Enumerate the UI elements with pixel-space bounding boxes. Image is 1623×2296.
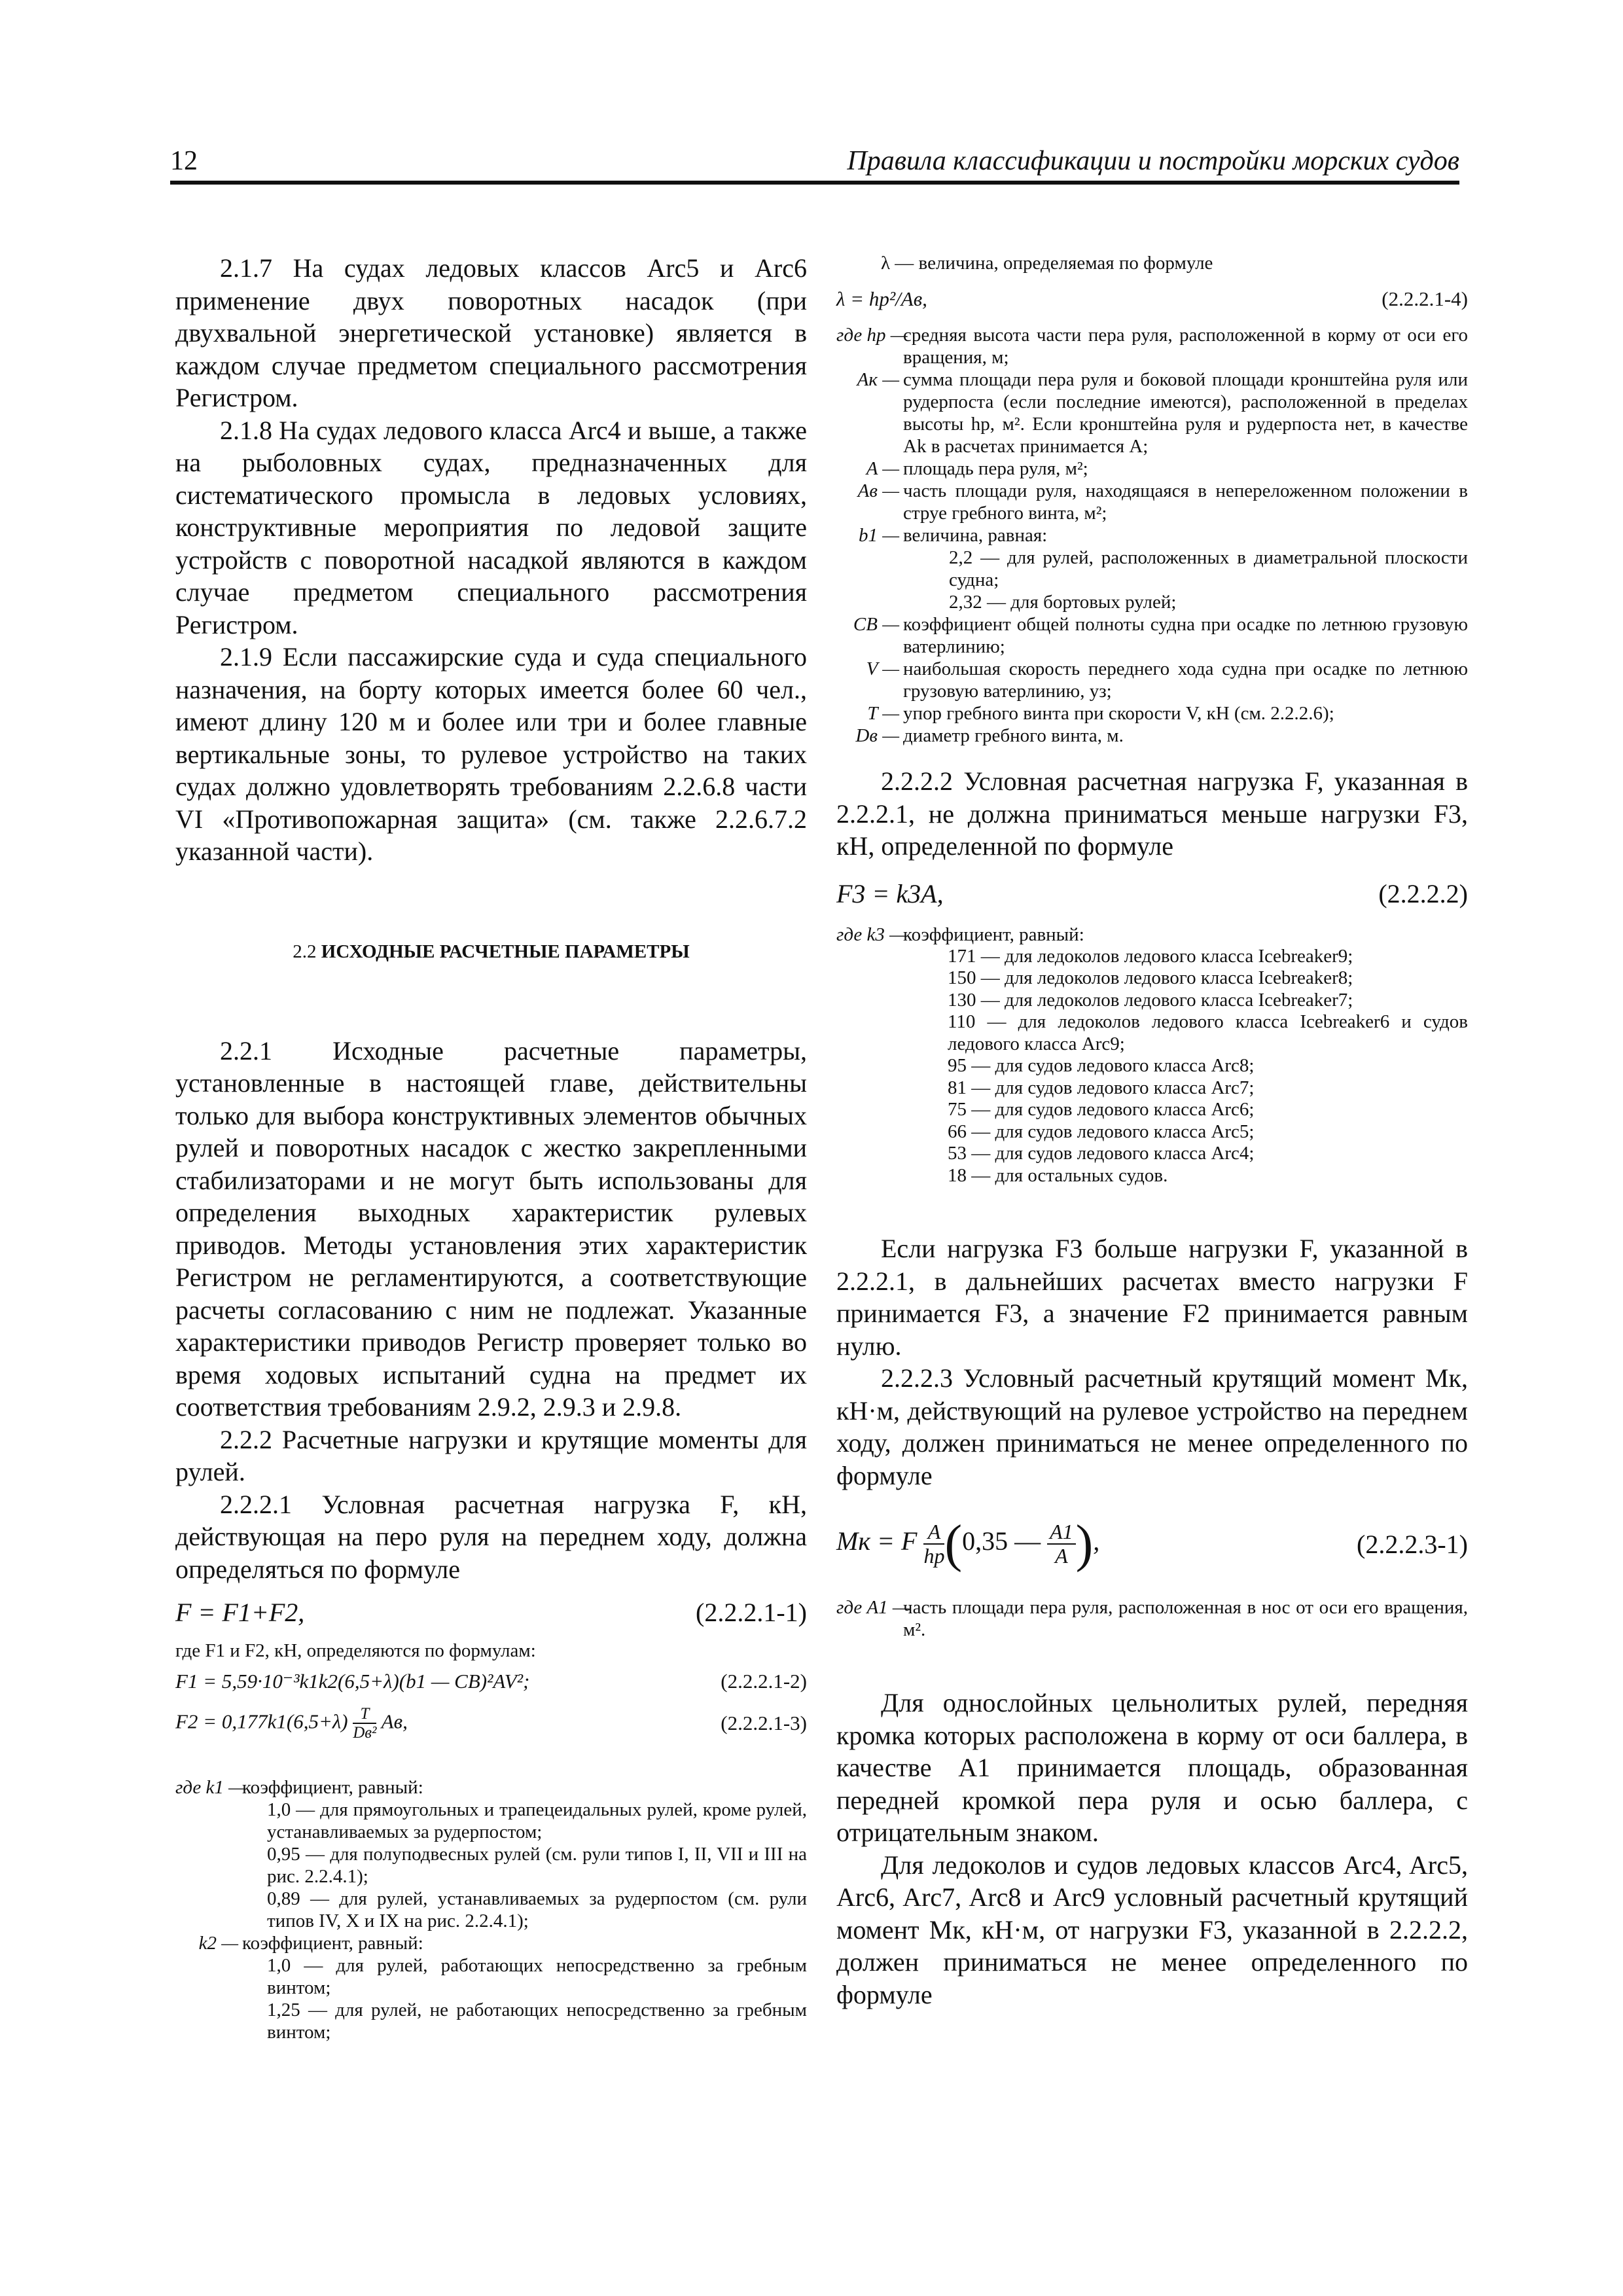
- page-number: 12: [170, 146, 198, 176]
- para-single-layer: Для однослойных цельнолитых рулей, передняя кромка которых расположена в корму от оси баллера, в качестве A1 принимается площадь, образованная передней кромкой пера руля и осью баллера, с отрицательным знаком.: [836, 1688, 1468, 1847]
- definition-b1: [836, 524, 1468, 547]
- eq6-left: Mк = F: [836, 1526, 918, 1556]
- equation-body: F3 = k3A,: [836, 878, 944, 908]
- symbol: b1 —: [858, 525, 899, 546]
- definition-ak: [836, 368, 1468, 457]
- k1-definition: [175, 1776, 807, 1799]
- equation-body: F1 = 5,59·10⁻³k1k2(6,5+λ)(b1 — CB)²AV²;: [175, 1670, 530, 1693]
- definition-text: средняя высота части пера руля, расположенной в корму от оси его вращения, м;: [903, 325, 1468, 368]
- list-item: 1,0 — для прямоугольных и трапецеидальных рулей, кроме рулей, устанавливаемых за рудерпостом;: [267, 1799, 807, 1842]
- list-item: 0,95 — для полуподвесных рулей (см. рули типов I, II, VII и III на рис. 2.2.4.1);: [267, 1843, 807, 1887]
- para-2-2-2: 2.2.2 Расчетные нагрузки и крутящие моменты для рулей.: [175, 1424, 807, 1486]
- equation-number: (2.2.2.1-4): [1382, 287, 1468, 310]
- k1-symbol: где k1 —: [175, 1776, 245, 1798]
- symbol: Aв —: [857, 480, 899, 501]
- para-icebreakers: Для ледоколов и судов ледовых классов Arc4, Arc5, Arc6, Arc7, Arc8 и Arc9 условный расчетный крутящий момент Mк, кН·м, от нагрузки F3, указанной в 2.2.2.2, должен приниматься не менее определенного по формуле: [836, 1850, 1468, 2009]
- definition-t: [836, 702, 1468, 725]
- symbol: V —: [866, 658, 899, 679]
- symbol: T —: [867, 703, 899, 724]
- definition-cb: [836, 613, 1468, 658]
- list-item: 66 — для судов ледового класса Arc5;: [948, 1121, 1255, 1142]
- para-2-2-1: 2.2.1 Исходные расчетные параметры, установленные в настоящей главе, действительны только для выбора конструктивных элементов обычных рулей и поворотных насадок с жестко закрепленными стабилизаторами и не могут быть использованы для определения выходных характеристик рулевых приводов. Методы установления этих характеристик Регистром не регламентируются, а соответствующие расчеты согласованию с ним не подлежат. Указанные характеристики приводов Регистр проверяет только во время ходовых испытаний судна на предмет их соответствия требованиям 2.9.2, 2.9.3 и 2.9.8.: [175, 1035, 807, 1422]
- eq6-mid: 0,35 —: [962, 1526, 1041, 1556]
- definition-text: сумма площади пера руля и боковой площади кронштейна руля или рудерпоста (если последние имеются), расположенной в пределах высоты hр, м². Если кронштейна руля и рудерпоста нет, в качестве Ak в расчетах принимается A;: [903, 369, 1468, 457]
- list-item: 171 — для ледоколов ледового класса Icebreaker9;: [948, 945, 1353, 967]
- definition-text: площадь пера руля, м²;: [903, 458, 1088, 479]
- fraction-t-over-d: [353, 1705, 376, 1742]
- k2-text: коэффициент, равный:: [242, 1932, 423, 1954]
- definition-text: диаметр гребного винта, м.: [903, 725, 1124, 746]
- symbol: Aк —: [857, 369, 899, 390]
- list-item: 1,0 — для рулей, работающих непосредственно за гребным винтом;: [267, 1954, 807, 1998]
- k3-definition: [836, 924, 1468, 946]
- fraction-denominator: Dв²: [353, 1724, 377, 1742]
- k2-list: [175, 1954, 807, 2043]
- para-2-1-7: 2.1.7 На судах ледовых классов Arc5 и Arc6 применение двух поворотных насадок (при двухвальной энергетической установке) является в каждом случае предметом специального рассмотрения Регистром.: [175, 253, 807, 412]
- section-number: 2.2: [293, 941, 317, 962]
- symbol: где hр —: [836, 325, 908, 346]
- equation-body: λ = hр²/Aв,: [836, 287, 927, 310]
- equation-number: (2.2.2.3-1): [1357, 1529, 1468, 1559]
- running-title: Правила классификации и постройки морских судов: [847, 146, 1459, 176]
- definition-text: упор гребного винта при скорости V, кН (см. 2.2.2.6);: [903, 703, 1334, 724]
- fraction-denominator: A: [1055, 1544, 1068, 1568]
- equation-2-2-2-1-3: [175, 1705, 807, 1742]
- equation-2-2-2-1-1: [175, 1597, 807, 1628]
- equation-2-2-2-3-1: [836, 1515, 1468, 1573]
- definition-text: величина, равная:: [903, 525, 1048, 546]
- para-2-1-9: 2.1.9 Если пассажирские суда и суда специального назначения, на борту которых имеется более 60 чел., имеют длину 120 м и более или три и более главные вертикальные зоны, то рулевое устройство на таких судах должно удовлетворять требованиям 2.2.6.8 части VI «Противопожарная защита» (см. также 2.2.6.7.2 указанной части).: [175, 642, 807, 866]
- definition-hp: [836, 324, 1468, 368]
- a1-text: часть площади пера руля, расположенная в нос от оси его вращения, м².: [903, 1597, 1468, 1640]
- eq3-left: F2 = 0,177k1(6,5+λ): [175, 1710, 348, 1733]
- definition-a: [836, 457, 1468, 480]
- k1-list: [175, 1799, 807, 1932]
- list-item: 18 — для остальных судов.: [948, 1164, 1168, 1186]
- list-item: 0,89 — для рулей, устанавливаемых за рудерпостом (см. рули типов IV, X и IX на рис. 2.2.4.1);: [267, 1888, 807, 1931]
- list-item: 75 — для судов ледового класса Arc6;: [948, 1099, 1255, 1120]
- equation-number: (2.2.2.2): [1378, 878, 1468, 908]
- definition-v: [836, 658, 1468, 702]
- section-title: ИСХОДНЫЕ РАСЧЕТНЫЕ ПАРАМЕТРЫ: [321, 941, 690, 962]
- left-paren: (: [944, 1515, 963, 1573]
- k3-text: коэффициент, равный:: [903, 924, 1084, 945]
- equation-body: [175, 1705, 408, 1742]
- equation-number: (2.2.2.1-1): [696, 1598, 807, 1627]
- a1-symbol: где A1 —: [836, 1597, 910, 1618]
- symbol: CB —: [853, 614, 899, 635]
- definition-text: коэффициент общей полноты судна при осадке по летнюю грузовую ватерлинию;: [903, 614, 1468, 657]
- k3-list: [836, 946, 1468, 1187]
- equation-body: [836, 1515, 1100, 1573]
- list-item: 81 — для судов ледового класса Arc7;: [948, 1077, 1255, 1098]
- fraction-numerator: T: [353, 1705, 376, 1724]
- k3-symbol: где k3 —: [836, 924, 906, 945]
- list-item: 2,2 — для рулей, расположенных в диаметральной плоскости судна;: [949, 547, 1468, 590]
- para-2-2-2-3: 2.2.2.3 Условный расчетный крутящий момент Mк, кН·м, действующий на рулевое устройство на переднем ходу, должен приниматься не менее определенного по формуле: [836, 1363, 1468, 1490]
- symbol: Dв —: [855, 725, 899, 746]
- definition-dv: [836, 725, 1468, 747]
- equation-number: (2.2.2.1-3): [721, 1712, 807, 1735]
- para-2-2-2-1: 2.2.2.1 Условная расчетная нагрузка F, кН, действующая на перо руля на переднем ходу, должна определяться по формуле: [175, 1489, 807, 1584]
- equation-2-2-2-1-2: [175, 1670, 807, 1693]
- para-2-1-8: 2.1.8 На судах ледового класса Arc4 и выше, а также на рыболовных судах, предназначенных для систематического промысла в ледовых условиях, конструктивные мероприятия по ледовой защите устройств с поворотной насадкой являются в каждом случае предметом специального рассмотрения Регистром.: [175, 415, 807, 639]
- para-load-f3: Если нагрузка F3 больше нагрузки F, указанной в 2.2.2.1, в дальнейших расчетах вместо нагрузки F принимается F3, а значение F2 принимается равным нулю.: [836, 1234, 1468, 1361]
- list-item: 1,25 — для рулей, не работающих непосредственно за гребным винтом;: [267, 1999, 807, 2043]
- list-item: 150 — для ледоколов ледового класса Icebreaker8;: [948, 967, 1353, 988]
- eq6-end: ,: [1093, 1526, 1100, 1556]
- header-rule: [170, 181, 1459, 185]
- fraction-numerator: A: [923, 1520, 944, 1545]
- para-2-2-2-2: 2.2.2.2 Условная расчетная нагрузка F, указанная в 2.2.2.1, не должна приниматься меньше нагрузки F3, кН, определенной по формуле: [836, 766, 1468, 861]
- b1-list: [836, 547, 1468, 613]
- definition-text: часть площади руля, находящаяся в непереложенном положении в струе гребного винта, м²;: [903, 480, 1468, 524]
- equation-body: F = F1+F2,: [175, 1598, 305, 1627]
- right-paren: ): [1075, 1515, 1094, 1573]
- k1-text: коэффициент, равный:: [242, 1776, 423, 1798]
- symbol: A —: [866, 458, 899, 479]
- fraction-denominator: hр: [923, 1544, 945, 1568]
- list-item: 2,32 — для бортовых рулей;: [949, 592, 1177, 613]
- equation-2-2-2-1-4: [836, 287, 1468, 311]
- list-item: 53 — для судов ледового класса Arc4;: [948, 1143, 1255, 1164]
- definition-text: наибольшая скорость переднего хода судна при осадке по летнюю грузовую ватерлинию, уз;: [903, 658, 1468, 702]
- definition-av: [836, 480, 1468, 524]
- k2-symbol: k2 —: [198, 1932, 238, 1954]
- left-column: [175, 252, 807, 2043]
- equation-number: (2.2.2.1-2): [721, 1670, 807, 1693]
- right-column: [836, 252, 1468, 2011]
- list-item: 110 — для ледоколов ледового класса Icebreaker6 и судов ледового класса Arc9;: [948, 1011, 1468, 1054]
- a1-definition: [836, 1596, 1468, 1641]
- fraction-numerator: A1: [1047, 1520, 1076, 1545]
- where-f: где F1 и F2, кН, определяются по формулам:: [175, 1640, 536, 1661]
- k2-definition: [175, 1932, 807, 1954]
- eq3-right: Aв,: [381, 1710, 408, 1733]
- fraction-a-over-hp: [923, 1520, 944, 1568]
- list-item: 130 — для ледоколов ледового класса Icebreaker7;: [948, 989, 1353, 1011]
- fraction-a1-over-a: [1047, 1520, 1076, 1568]
- list-item: 95 — для судов ледового класса Arc8;: [948, 1055, 1255, 1076]
- lambda-intro: λ — величина, определяемая по формуле: [881, 253, 1213, 274]
- section-heading: [175, 941, 807, 963]
- equation-2-2-2-2: [836, 878, 1468, 909]
